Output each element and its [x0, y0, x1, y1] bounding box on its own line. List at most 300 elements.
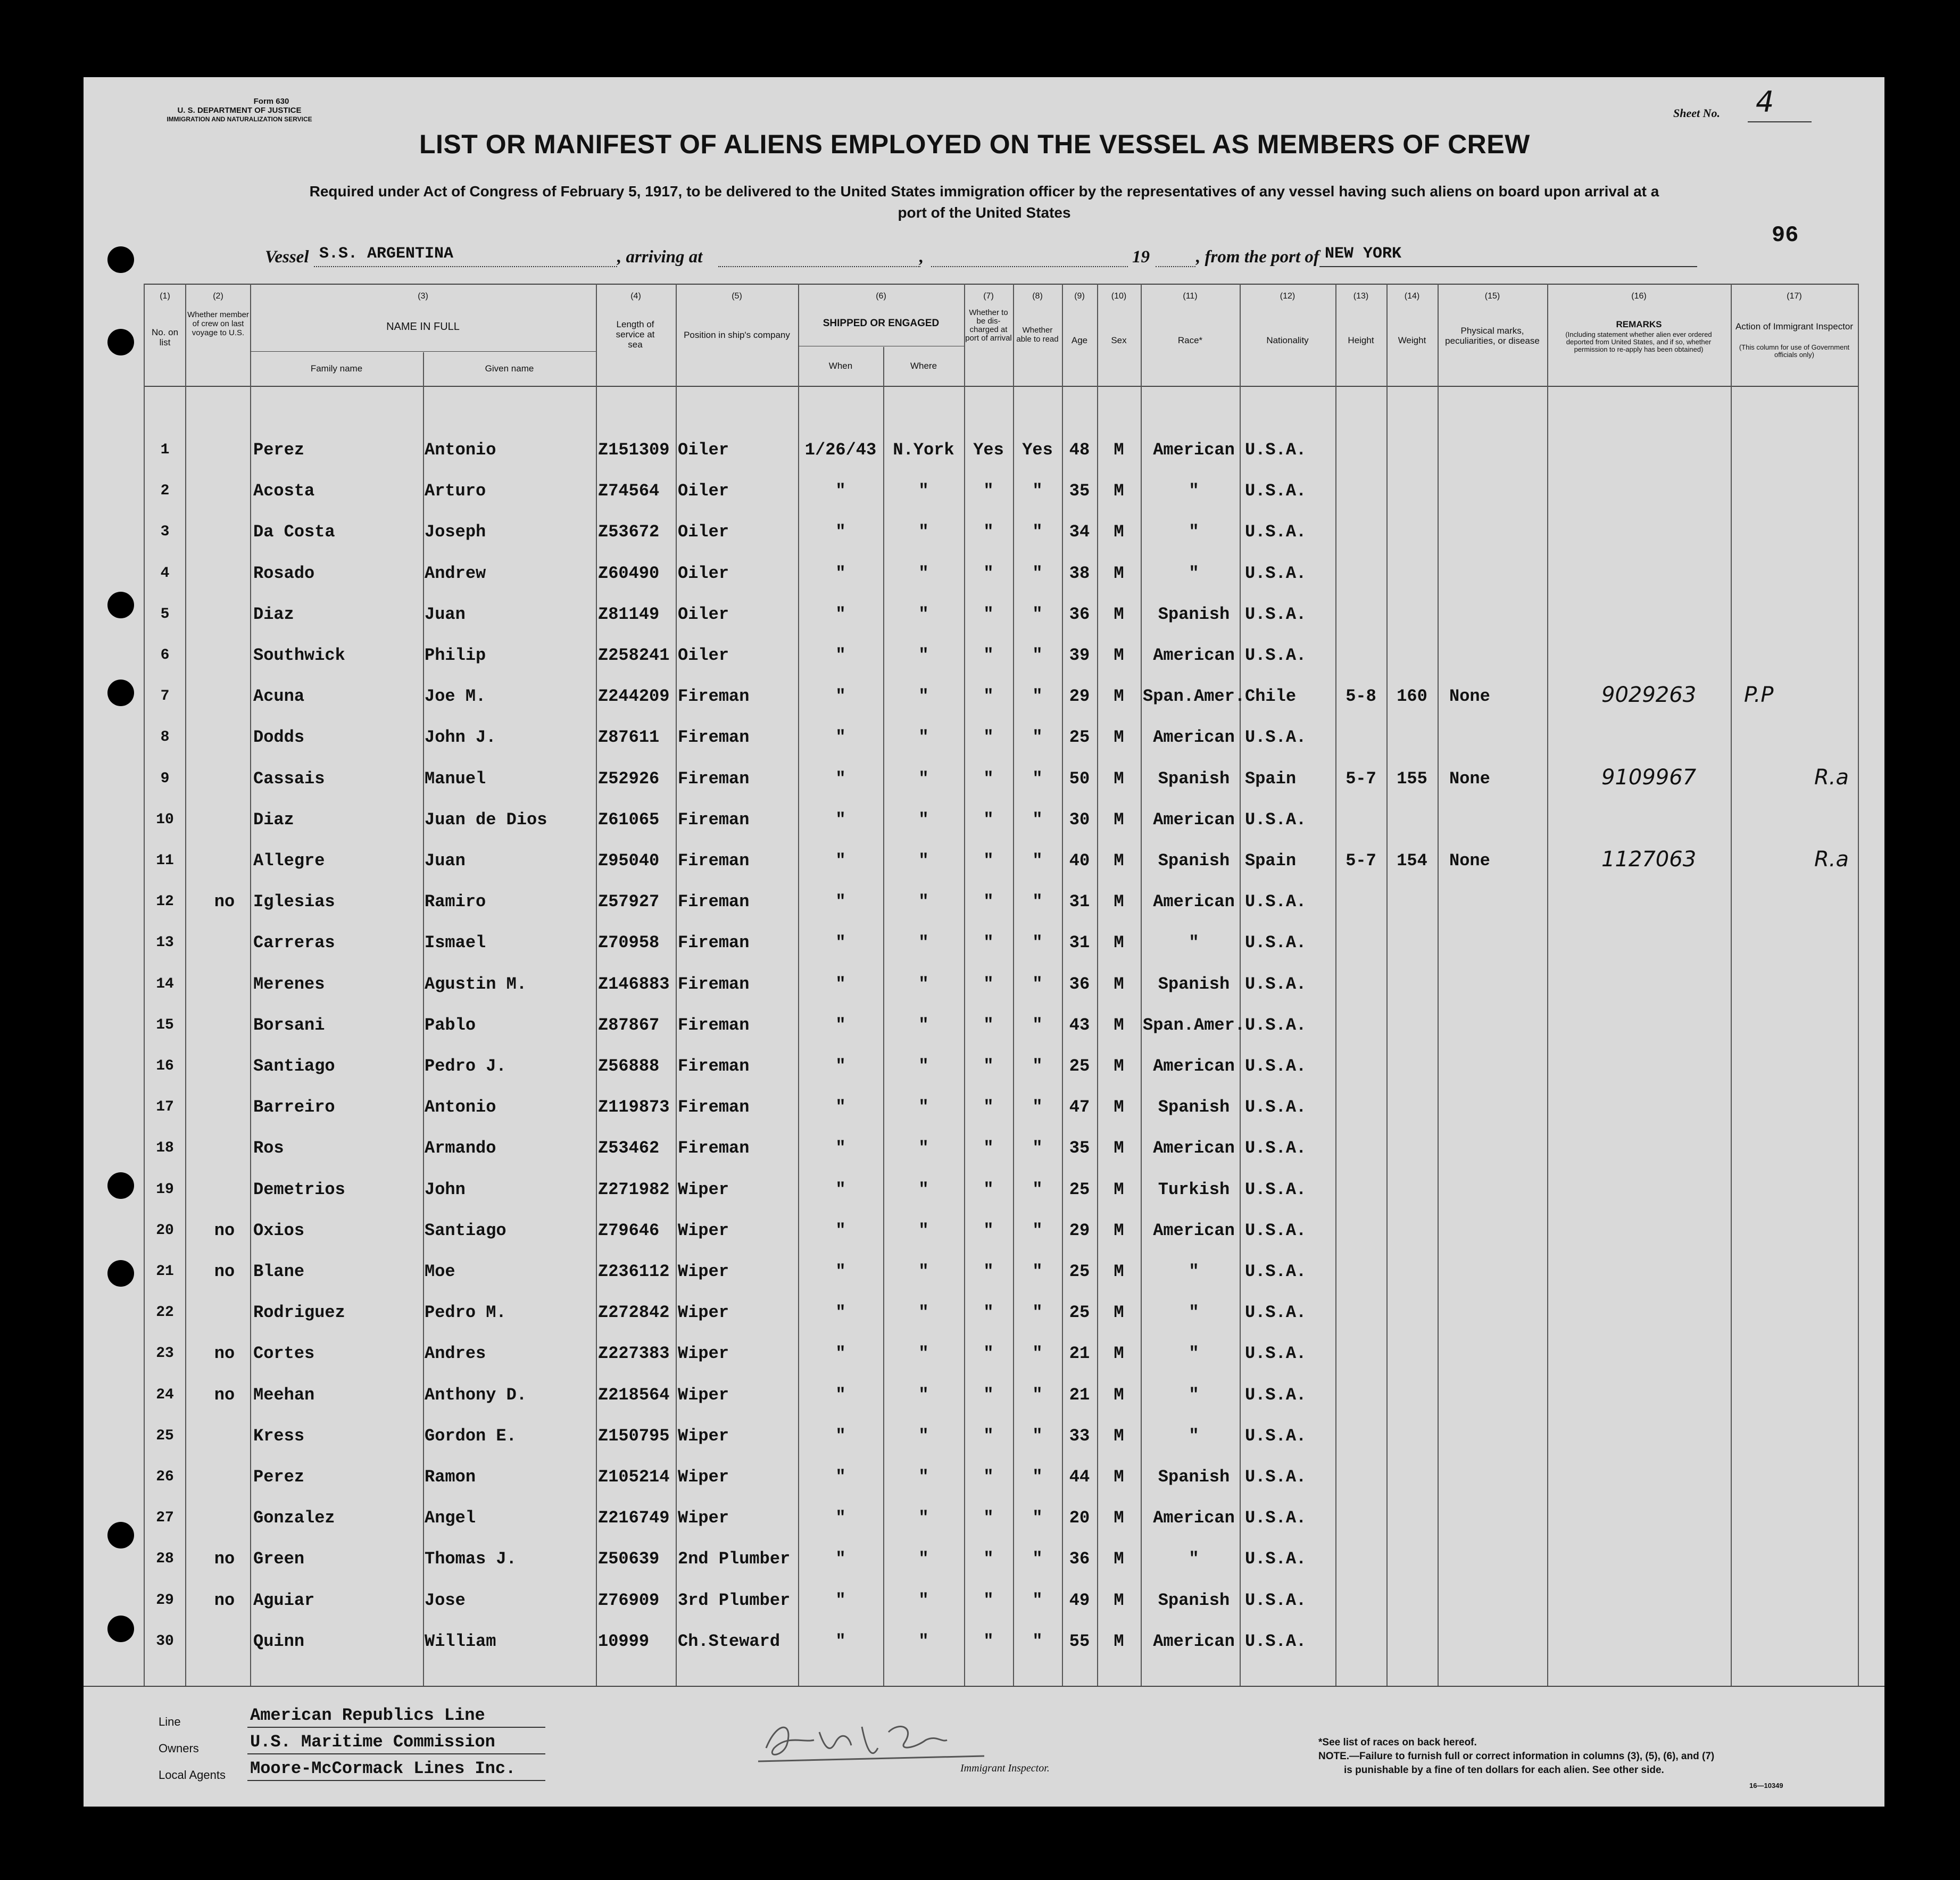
cell-where: ": [918, 1590, 929, 1610]
cell-age: 39: [1069, 645, 1090, 665]
row-number: 27: [156, 1510, 174, 1527]
cell-read: ": [1032, 645, 1043, 665]
cell-nat: U.S.A.: [1245, 727, 1307, 748]
cell-weight: 154: [1397, 851, 1427, 871]
vessel-label: Vessel: [265, 247, 309, 267]
cell-family: Aguiar: [253, 1590, 315, 1610]
cell-service: Z244209: [598, 686, 670, 707]
cell-service: Z52926: [598, 768, 660, 789]
cell-nat: U.S.A.: [1245, 809, 1307, 830]
cell-age: 40: [1069, 851, 1090, 871]
cell-when: ": [835, 1303, 846, 1323]
cell-service: Z151309: [598, 440, 670, 460]
cell-disch: ": [983, 686, 994, 707]
cell-last: no: [214, 892, 235, 912]
cell-where: ": [918, 768, 929, 789]
cell-nat: U.S.A.: [1245, 933, 1307, 953]
sheet-number-label: Sheet No.: [1673, 106, 1720, 120]
cell-position: Fireman: [678, 892, 750, 912]
col-8-header: Whether able to read: [1016, 326, 1059, 344]
cell-where: ": [918, 809, 929, 830]
cell-where: ": [918, 1467, 929, 1487]
cell-given: Antonio: [425, 440, 496, 460]
cell-age: 29: [1069, 686, 1090, 707]
cell-service: Z70958: [598, 933, 660, 953]
cell-disch: ": [983, 645, 994, 665]
cell-sex: M: [1114, 1590, 1124, 1610]
cell-service: Z76909: [598, 1590, 660, 1610]
cell-service: Z61065: [598, 809, 660, 830]
from-port-label: , from the port of: [1196, 247, 1319, 267]
cell-disch: ": [983, 1015, 994, 1035]
column-rule: [1386, 284, 1388, 1686]
cell-family: Acuna: [253, 686, 305, 707]
col-16-number: (16): [1631, 292, 1647, 301]
cell-sex: M: [1114, 1262, 1124, 1281]
row-number: 13: [156, 934, 174, 951]
cell-age: 25: [1069, 727, 1090, 748]
cell-sex: M: [1114, 1056, 1124, 1076]
cell-read: ": [1032, 522, 1043, 542]
cell-position: 2nd Plumber: [678, 1549, 791, 1569]
cell-height: 5-7: [1346, 851, 1376, 871]
cell-where: ": [918, 1631, 929, 1651]
cell-position: Fireman: [678, 768, 750, 789]
column-rule: [144, 284, 145, 1686]
cell-age: 31: [1069, 892, 1090, 912]
cell-when: ": [835, 974, 846, 994]
cell-service: Z119873: [598, 1097, 670, 1117]
col-6-header: SHIPPED OR ENGAGED: [823, 318, 940, 329]
name-subheader-rule: [250, 351, 596, 352]
cell-service: Z53462: [598, 1138, 660, 1158]
cell-action: R.a: [1814, 847, 1849, 872]
col-5-header: Position in ship's company: [684, 330, 790, 340]
cell-read: ": [1032, 809, 1043, 830]
cell-disch: ": [983, 768, 994, 789]
cell-nat: U.S.A.: [1245, 645, 1307, 665]
from-port-rule: [1319, 266, 1697, 267]
cell-sex: M: [1114, 522, 1124, 542]
cell-service: Z150795: [598, 1426, 670, 1446]
cell-race: ": [1189, 563, 1199, 583]
cell-age: 55: [1069, 1631, 1090, 1651]
cell-given: Antonio: [425, 1097, 496, 1117]
cell-position: Ch.Steward: [678, 1631, 780, 1651]
cell-where: ": [918, 1303, 929, 1323]
col-2-header: Whether member of crew on last voyage to U.S.: [187, 310, 249, 337]
cell-service: Z87867: [598, 1015, 660, 1035]
cell-given: Thomas J.: [425, 1549, 517, 1569]
cell-family: Diaz: [253, 809, 294, 830]
cell-when: ": [835, 1179, 846, 1199]
cell-read: ": [1032, 933, 1043, 953]
cell-where: ": [918, 686, 929, 707]
cell-nat: U.S.A.: [1245, 440, 1307, 460]
cell-service: Z50639: [598, 1549, 660, 1569]
cell-sex: M: [1114, 440, 1124, 460]
cell-weight: 160: [1397, 686, 1427, 707]
arriving-rule: [718, 266, 920, 267]
cell-nat: U.S.A.: [1245, 1262, 1307, 1281]
form-number: Form 630: [253, 97, 289, 106]
col-11-number: (11): [1183, 292, 1198, 301]
cell-age: 33: [1069, 1426, 1090, 1446]
cell-race: ": [1189, 1303, 1199, 1323]
col-1-header: No. on list: [151, 327, 179, 347]
cell-given: Moe: [425, 1262, 455, 1281]
cell-family: Santiago: [253, 1056, 335, 1076]
cell-given: Manuel: [425, 768, 486, 789]
cell-service: Z57927: [598, 892, 660, 912]
cell-age: 36: [1069, 974, 1090, 994]
cell-where: ": [918, 1056, 929, 1076]
cell-family: Ros: [253, 1138, 284, 1158]
cell-read: ": [1032, 974, 1043, 994]
row-number: 5: [160, 606, 170, 623]
cell-nat: U.S.A.: [1245, 1303, 1307, 1323]
cell-race: American: [1153, 1508, 1235, 1528]
document-title: LIST OR MANIFEST OF ALIENS EMPLOYED ON THE VESSEL AS MEMBERS OF CREW: [419, 129, 1530, 159]
cell-race: American: [1153, 1056, 1235, 1076]
cell-race: ": [1189, 1344, 1199, 1364]
cell-sex: M: [1114, 1097, 1124, 1117]
cell-race: ": [1189, 1385, 1199, 1405]
cell-disch: ": [983, 1508, 994, 1528]
cell-sex: M: [1114, 563, 1124, 583]
cell-sex: M: [1114, 1426, 1124, 1446]
cell-age: 44: [1069, 1467, 1090, 1487]
col-15-number: (15): [1484, 292, 1500, 301]
punch-hole: [107, 1260, 134, 1287]
row-number: 28: [156, 1551, 174, 1568]
cell-height: 5-7: [1346, 768, 1376, 789]
year-label: 19: [1132, 247, 1150, 267]
cell-family: Oxios: [253, 1220, 305, 1240]
cell-age: 34: [1069, 522, 1090, 542]
cell-service: Z271982: [598, 1179, 670, 1199]
service-name: IMMIGRATION AND NATURALIZATION SERVICE: [167, 115, 312, 123]
arriving-label: , arriving at: [617, 247, 703, 267]
cell-sex: M: [1114, 1344, 1124, 1364]
cell-when: ": [835, 892, 846, 912]
form-identifier: [144, 97, 335, 124]
cell-race: Turkish: [1158, 1179, 1230, 1199]
cell-nat: U.S.A.: [1245, 1549, 1307, 1569]
cell-service: Z74564: [598, 481, 660, 501]
row-number: 14: [156, 975, 174, 992]
cell-when: ": [835, 1631, 846, 1651]
row-number: 12: [156, 893, 174, 910]
cell-nat: U.S.A.: [1245, 1097, 1307, 1117]
row-number: 2: [160, 483, 170, 500]
cell-service: Z236112: [598, 1262, 670, 1281]
cell-nat: U.S.A.: [1245, 1179, 1307, 1199]
cell-sex: M: [1114, 1138, 1124, 1158]
cell-given: Santiago: [425, 1220, 506, 1240]
subtitle-line-1: Required under Act of Congress of February 5, 1917, to be delivered to the United States immigration officer by the representatives of any vessel having such aliens on board upon arrival at a: [309, 183, 1659, 200]
cell-where: ": [918, 563, 929, 583]
cell-nat: U.S.A.: [1245, 1138, 1307, 1158]
cell-when: ": [835, 1344, 846, 1364]
cell-service: Z60490: [598, 563, 660, 583]
agents-rule: [247, 1780, 545, 1781]
cell-disch: ": [983, 604, 994, 624]
cell-position: Wiper: [678, 1262, 729, 1281]
cell-position: Oiler: [678, 440, 729, 460]
cell-age: 43: [1069, 1015, 1090, 1035]
cell-where: ": [918, 645, 929, 665]
cell-family: Blane: [253, 1262, 305, 1281]
cell-when: ": [835, 727, 846, 748]
column-rule: [423, 352, 424, 1686]
cell-nat: U.S.A.: [1245, 974, 1307, 994]
cell-read: ": [1032, 563, 1043, 583]
cell-sex: M: [1114, 892, 1124, 912]
cell-position: Wiper: [678, 1344, 729, 1364]
cell-position: Oiler: [678, 522, 729, 542]
cell-nat: Chile: [1245, 686, 1297, 707]
cell-where: ": [918, 1426, 929, 1446]
cell-given: Juan: [425, 851, 466, 871]
owners-label: Owners: [159, 1742, 199, 1755]
cell-nat: U.S.A.: [1245, 1344, 1307, 1364]
col-4-header: Length of service at sea: [616, 319, 655, 350]
cell-family: Rodriguez: [253, 1303, 345, 1323]
cell-position: Oiler: [678, 481, 729, 501]
row-number: 19: [156, 1181, 174, 1198]
cell-nat: U.S.A.: [1245, 892, 1307, 912]
row-number: 23: [156, 1345, 174, 1362]
punch-hole: [107, 680, 134, 706]
table-top-rule: [144, 284, 1858, 285]
cell-where: ": [918, 1385, 929, 1405]
col-16-subheader: (Including statement whether alien ever ordered deported from United States, and if so, whether permission to re-apply has been obtained): [1565, 330, 1712, 353]
cell-service: Z87611: [598, 727, 660, 748]
cell-race: American: [1153, 440, 1235, 460]
cell-remarks: 9029263: [1601, 683, 1697, 708]
cell-read: ": [1032, 851, 1043, 871]
row-number: 22: [156, 1304, 174, 1321]
vessel-rule: [314, 266, 617, 267]
row-number: 4: [160, 565, 170, 582]
inspector-signature: [755, 1711, 990, 1769]
cell-age: 31: [1069, 933, 1090, 953]
cell-nat: U.S.A.: [1245, 1508, 1307, 1528]
col-1-number: (1): [160, 292, 170, 301]
cell-race: ": [1189, 933, 1199, 953]
row-number: 30: [156, 1633, 174, 1650]
col-14-header: Weight: [1398, 335, 1426, 345]
row-number: 6: [160, 647, 170, 664]
cell-sex: M: [1114, 1467, 1124, 1487]
cell-nat: U.S.A.: [1245, 1590, 1307, 1610]
cell-given: Philip: [425, 645, 486, 665]
cell-read: ": [1032, 1220, 1043, 1240]
cell-family: Green: [253, 1549, 305, 1569]
cell-race: Spanish: [1158, 768, 1230, 789]
cell-family: Diaz: [253, 604, 294, 624]
cell-family: Acosta: [253, 481, 315, 501]
cell-disch: ": [983, 1385, 994, 1405]
cell-read: ": [1032, 768, 1043, 789]
cell-where: N.York: [893, 440, 954, 460]
cell-given: Ramiro: [425, 892, 486, 912]
cell-position: Fireman: [678, 933, 750, 953]
row-number: 17: [156, 1099, 174, 1116]
cell-read: Yes: [1022, 440, 1053, 460]
cell-race: ": [1189, 481, 1199, 501]
cell-last: no: [214, 1590, 235, 1610]
cell-service: 10999: [598, 1631, 650, 1651]
cell-age: 21: [1069, 1344, 1090, 1364]
cell-position: Fireman: [678, 974, 750, 994]
column-rule: [185, 284, 186, 1686]
cell-last: no: [214, 1385, 235, 1405]
cell-age: 50: [1069, 768, 1090, 789]
date-rule: [931, 266, 1128, 267]
cell-sex: M: [1114, 933, 1124, 953]
cell-family: Carreras: [253, 933, 335, 953]
cell-nat: Spain: [1245, 768, 1297, 789]
punch-hole: [107, 1616, 134, 1642]
cell-where: ": [918, 604, 929, 624]
cell-last: no: [214, 1344, 235, 1364]
cell-sex: M: [1114, 1549, 1124, 1569]
penalty-note-1: NOTE.—Failure to furnish full or correct information in columns (3), (5), (6), and (7): [1318, 1751, 1715, 1762]
cell-family: Da Costa: [253, 522, 335, 542]
cell-given: Angel: [425, 1508, 476, 1528]
cell-disch: ": [983, 1262, 994, 1281]
col-12-header: Nationality: [1266, 335, 1309, 345]
cell-position: Fireman: [678, 851, 750, 871]
cell-age: 35: [1069, 1138, 1090, 1158]
cell-when: ": [835, 1549, 846, 1569]
cell-disch: ": [983, 1303, 994, 1323]
cell-disch: ": [983, 1590, 994, 1610]
row-number: 7: [160, 688, 170, 705]
row-number: 15: [156, 1016, 174, 1033]
cell-race: Spanish: [1158, 974, 1230, 994]
cell-nat: U.S.A.: [1245, 604, 1307, 624]
cell-family: Quinn: [253, 1631, 305, 1651]
cell-nat: U.S.A.: [1245, 522, 1307, 542]
cell-service: Z272842: [598, 1303, 670, 1323]
cell-read: ": [1032, 604, 1043, 624]
cell-sex: M: [1114, 604, 1124, 624]
cell-race: American: [1153, 809, 1235, 830]
cell-age: 48: [1069, 440, 1090, 460]
cell-when: ": [835, 522, 846, 542]
cell-service: Z218564: [598, 1385, 670, 1405]
cell-position: Oiler: [678, 563, 729, 583]
row-number: 9: [160, 770, 170, 787]
local-agents-label: Local Agents: [159, 1768, 226, 1782]
row-number: 24: [156, 1386, 174, 1403]
owners-rule: [247, 1753, 545, 1754]
cell-age: 38: [1069, 563, 1090, 583]
col-2-number: (2): [213, 292, 223, 301]
cell-nat: U.S.A.: [1245, 481, 1307, 501]
cell-age: 21: [1069, 1385, 1090, 1405]
cell-race: Spanish: [1158, 1097, 1230, 1117]
cell-when: ": [835, 1426, 846, 1446]
cell-given: John: [425, 1179, 466, 1199]
cell-age: 29: [1069, 1220, 1090, 1240]
cell-marks: None: [1449, 851, 1490, 871]
cell-position: Fireman: [678, 809, 750, 830]
cell-race: ": [1189, 522, 1199, 542]
cell-family: Demetrios: [253, 1179, 345, 1199]
cell-given: Pedro M.: [425, 1303, 506, 1323]
cell-family: Barreiro: [253, 1097, 335, 1117]
cell-disch: ": [983, 481, 994, 501]
cell-age: 35: [1069, 481, 1090, 501]
cell-nat: U.S.A.: [1245, 1631, 1307, 1651]
col-10-header: Sex: [1111, 335, 1127, 345]
sheet-number-line: [1748, 121, 1812, 122]
cell-disch: ": [983, 1138, 994, 1158]
cell-read: ": [1032, 1631, 1043, 1651]
cell-read: ": [1032, 1467, 1043, 1487]
row-number: 3: [160, 524, 170, 541]
inspector-label: Immigrant Inspector.: [960, 1762, 1050, 1774]
cell-read: ": [1032, 892, 1043, 912]
cell-given: Juan: [425, 604, 466, 624]
cell-disch: ": [983, 727, 994, 748]
cell-read: ": [1032, 1015, 1043, 1035]
cell-disch: ": [983, 1426, 994, 1446]
cell-when: ": [835, 563, 846, 583]
cell-read: ": [1032, 1344, 1043, 1364]
column-rule: [1858, 284, 1859, 1686]
table-header-bottom-rule: [144, 386, 1858, 387]
page-number: 96: [1772, 222, 1799, 248]
cell-race: American: [1153, 1138, 1235, 1158]
cell-when: ": [835, 686, 846, 707]
cell-given: Pablo: [425, 1015, 476, 1035]
cell-sex: M: [1114, 1631, 1124, 1651]
cell-where: ": [918, 892, 929, 912]
cell-nat: U.S.A.: [1245, 1426, 1307, 1446]
column-rule: [1547, 284, 1548, 1686]
cell-position: Wiper: [678, 1467, 729, 1487]
col-9-header: Age: [1071, 335, 1088, 345]
cell-position: 3rd Plumber: [678, 1590, 791, 1610]
cell-family: Cortes: [253, 1344, 315, 1364]
col-17-subheader: (This column for use of Government officials only): [1739, 343, 1850, 359]
cell-position: Wiper: [678, 1426, 729, 1446]
col-17-number: (17): [1787, 292, 1802, 301]
cell-service: Z216749: [598, 1508, 670, 1528]
cell-nat: U.S.A.: [1245, 563, 1307, 583]
cell-when: ": [835, 645, 846, 665]
cell-when: ": [835, 1385, 846, 1405]
cell-when: ": [835, 768, 846, 789]
col-10-number: (10): [1111, 292, 1127, 301]
cell-race: ": [1189, 1262, 1199, 1281]
cell-position: Fireman: [678, 1056, 750, 1076]
cell-given: Gordon E.: [425, 1426, 517, 1446]
cell-position: Fireman: [678, 1138, 750, 1158]
cell-position: Fireman: [678, 1015, 750, 1035]
cell-where: ": [918, 974, 929, 994]
cell-nat: U.S.A.: [1245, 1385, 1307, 1405]
when-header: When: [828, 361, 853, 371]
cell-race: ": [1189, 1549, 1199, 1569]
cell-sex: M: [1114, 1385, 1124, 1405]
cell-disch: ": [983, 892, 994, 912]
